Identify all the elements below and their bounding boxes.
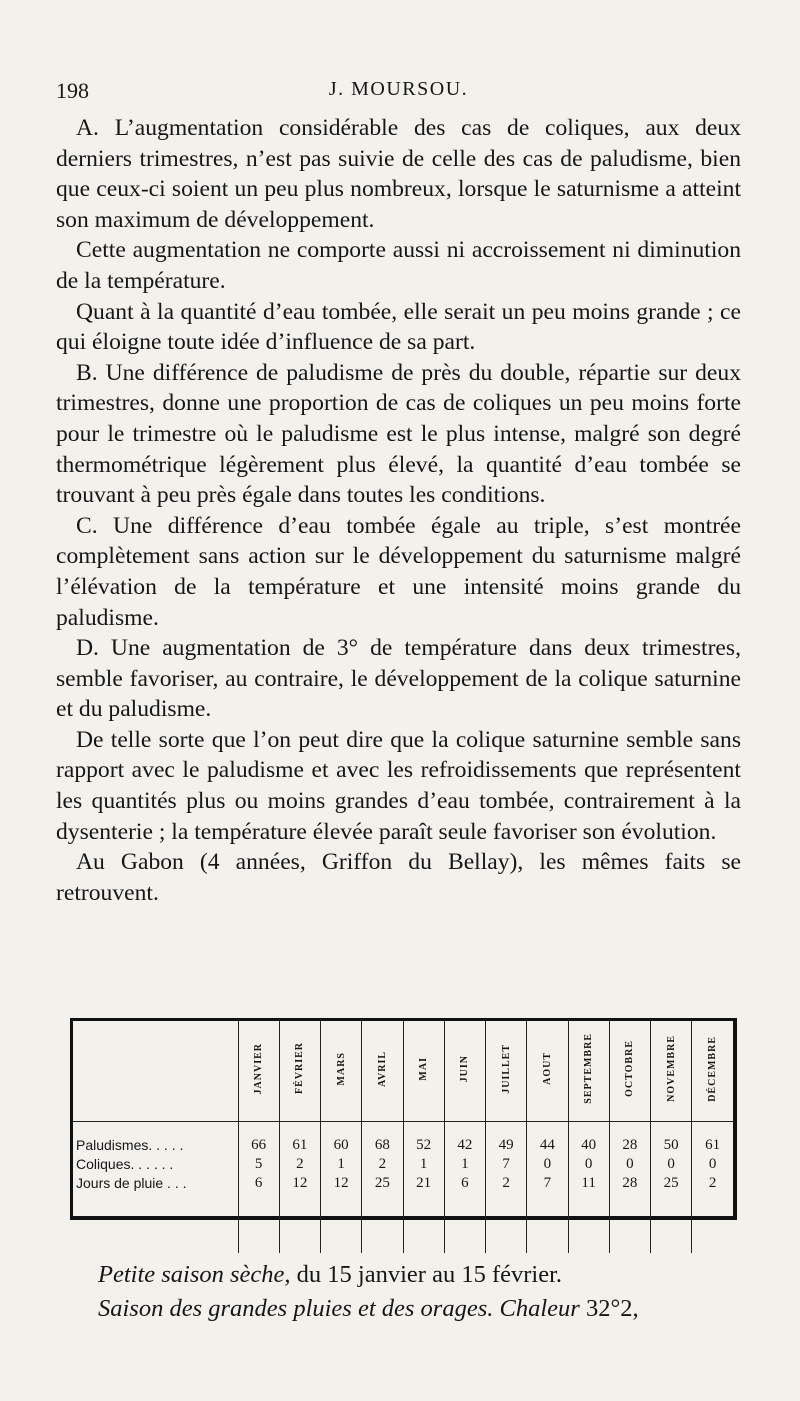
- body-text: [56, 113, 741, 908]
- table-cell: 0: [527, 1155, 568, 1174]
- table-cell: 25: [362, 1174, 403, 1193]
- table-cell: 25: [651, 1174, 692, 1193]
- table-filler-row: [73, 1193, 733, 1253]
- table-cell: 2: [362, 1155, 403, 1174]
- paragraph-gabon: Au Gabon (4 années, Griffon du Bellay), les mêmes faits se retrouvent.: [56, 849, 741, 906]
- table-row: [73, 1174, 733, 1193]
- table-cell: 50: [651, 1122, 692, 1156]
- table-cell: 49: [486, 1122, 527, 1156]
- month-header: JANVIER: [238, 1021, 279, 1122]
- table-cell: 60: [321, 1122, 362, 1156]
- row-label: Paludismes. . . . .: [76, 1137, 184, 1153]
- month-header: SEPTEMBRE: [568, 1021, 609, 1122]
- paragraph-b: B. Une différence de paludisme de près du double, répartie sur deux trimestres, donne une proportion de cas de coliques un peu moins forte pour le trimestre où le paludisme est le plus intense, malgré son degré thermométrique légèrement plus élevé, la quantité d’eau tombée se trouvant à peu près égale dans toutes les conditions.: [56, 359, 741, 509]
- paragraph-d: D. Une augmentation de 3° de température dans deux trimestres, semble favoriser, au contraire, le développement de la colique saturnine et du paludisme.: [56, 635, 741, 723]
- table-cell: 0: [568, 1155, 609, 1174]
- table-cell: 68: [362, 1122, 403, 1156]
- paragraph-temperature: Cette augmentation ne comporte aussi ni accroissement ni diminution de la température.: [56, 237, 741, 294]
- table-row: [73, 1122, 733, 1156]
- season-name: Saison des grandes pluies et des orages. Chaleur: [98, 1295, 580, 1322]
- table-cell: 44: [527, 1122, 568, 1156]
- table-cell: 28: [609, 1122, 650, 1156]
- table-cell: 66: [238, 1122, 279, 1156]
- table-cell: 0: [609, 1155, 650, 1174]
- paragraph-conclusion: De telle sorte que l’on peut dire que la colique saturnine semble sans rapport avec le paludisme et avec les refroidissements que représentent les quantités plus ou moins grandes d’eau tombée, contrairement à la dysenterie ; la température élevée paraît seule favoriser son évolution.: [56, 726, 741, 845]
- footer-text: [98, 1258, 748, 1326]
- table-cell: 40: [568, 1122, 609, 1156]
- table-cell: 61: [279, 1122, 320, 1156]
- month-header: OCTOBRE: [609, 1021, 650, 1122]
- table-cell: 5: [238, 1155, 279, 1174]
- table-cell: 0: [692, 1155, 733, 1174]
- month-header: JUIN: [444, 1021, 485, 1122]
- table-cell: 6: [238, 1174, 279, 1193]
- monthly-table: [70, 1018, 737, 1220]
- table-cell: 7: [486, 1155, 527, 1174]
- season-line-2: Saison des grandes pluies et des orages. Chaleur 32°2,: [98, 1295, 639, 1322]
- table-header-row: [73, 1021, 733, 1122]
- table-cell: 2: [279, 1155, 320, 1174]
- month-header: AOUT: [527, 1021, 568, 1122]
- table-cell: 2: [486, 1174, 527, 1193]
- row-label: Coliques. . . . . .: [76, 1156, 174, 1172]
- table-cell: 42: [444, 1122, 485, 1156]
- table-row: [73, 1155, 733, 1174]
- table-corner: [73, 1021, 238, 1122]
- table-cell: 21: [403, 1174, 444, 1193]
- table-cell: 7: [527, 1174, 568, 1193]
- page-number: 198: [56, 78, 89, 103]
- table-cell: 2: [692, 1174, 733, 1193]
- month-header: MARS: [321, 1021, 362, 1122]
- month-header: AVRIL: [362, 1021, 403, 1122]
- table-cell: 11: [568, 1174, 609, 1193]
- month-header: MAI: [403, 1021, 444, 1122]
- month-header: DÉCEMBRE: [692, 1021, 733, 1122]
- table-cell: 28: [609, 1174, 650, 1193]
- season-line-1: Petite saison sèche, du 15 janvier au 15 février.: [98, 1261, 562, 1288]
- month-header: FÉVRIER: [279, 1021, 320, 1122]
- month-header: NOVEMBRE: [651, 1021, 692, 1122]
- table-cell: 6: [444, 1174, 485, 1193]
- row-label: Jours de pluie . . .: [76, 1175, 187, 1191]
- table-cell: 1: [444, 1155, 485, 1174]
- season-name: Petite saison sèche,: [98, 1261, 291, 1288]
- running-head: J. MOURSOU.: [328, 78, 469, 100]
- table-cell: 52: [403, 1122, 444, 1156]
- table-cell: 12: [279, 1174, 320, 1193]
- month-header: JUILLET: [486, 1021, 527, 1122]
- page-header: [56, 78, 741, 108]
- table-cell: 12: [321, 1174, 362, 1193]
- paragraph-rain: Quant à la quantité d’eau tombée, elle serait un peu moins grande ; ce qui éloigne toute idée d’influence de sa part.: [56, 298, 741, 356]
- table-cell: 1: [403, 1155, 444, 1174]
- paragraph-a: A. L’augmentation considérable des cas de coliques, aux deux derniers trimestres, n’est pas suivie de celle des cas de paludisme, bien que ceux-ci soient un peu plus nombreux, lorsque le saturnisme a atteint son maximum de développement.: [56, 115, 741, 233]
- table-cell: 61: [692, 1122, 733, 1156]
- table-cell: 1: [321, 1155, 362, 1174]
- paragraph-c: C. Une différence d’eau tombée égale au triple, s’est montrée complètement sans action sur le développement du saturnisme malgré l’élévation de la température et une intensité moins grande du paludisme.: [56, 512, 741, 631]
- table-cell: 0: [651, 1155, 692, 1174]
